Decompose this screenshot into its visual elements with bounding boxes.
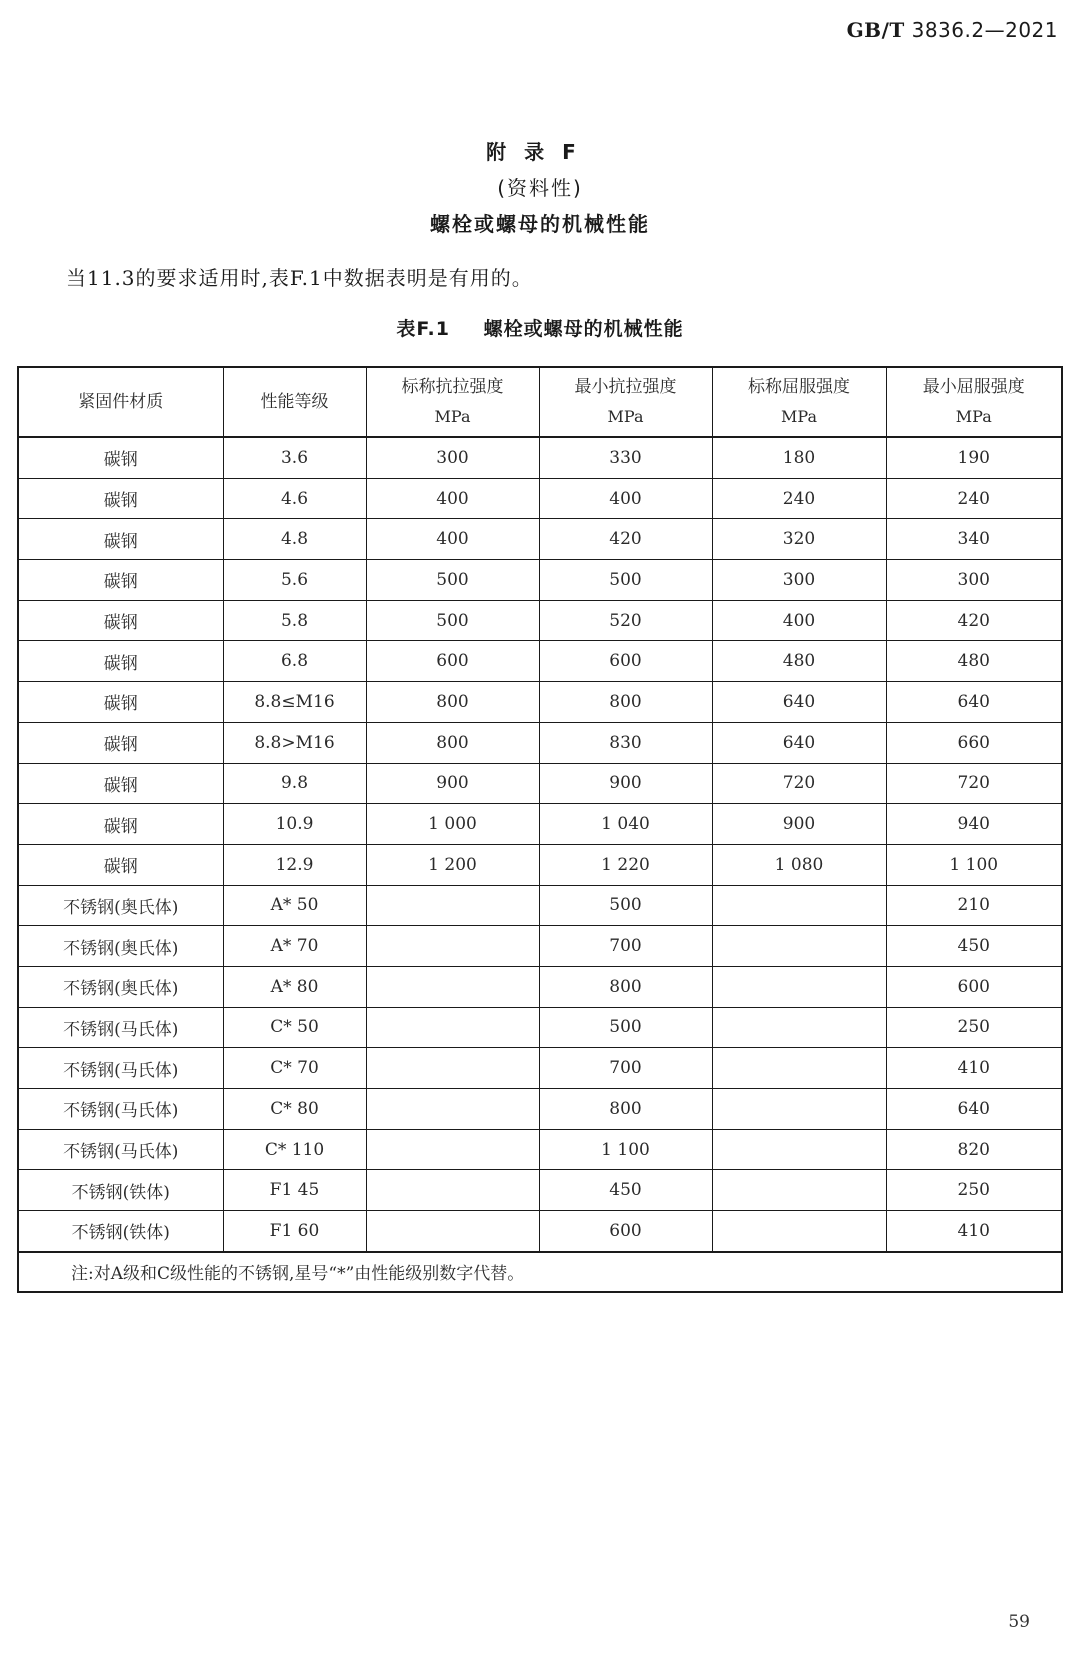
table-cell: 800 [539,966,712,1007]
table-cell: 碳钢 [18,519,223,560]
table-cell: 330 [539,437,712,478]
table-cell: 不锈钢(马氏体) [18,1007,223,1048]
table-cell: 不锈钢(铁体) [18,1170,223,1211]
header-unit: MPa [607,407,644,426]
table-cell: 700 [539,926,712,967]
table-row [18,1007,1062,1048]
table-cell: C* 70 [223,1048,366,1089]
header-cell [223,367,366,437]
table-cell [712,1007,886,1048]
header-label: 标称屈服强度 [748,377,850,397]
header-label: 标称抗拉强度 [401,377,504,397]
table-cell: 600 [539,641,712,682]
table-cell [712,1089,886,1130]
intro-paragraph: 当11.3的要求适用时,表F.1中数据表明是有用的。 [66,266,533,290]
table-cell: 600 [366,641,539,682]
table-cell: 320 [712,519,886,560]
table-cell: 640 [712,722,886,763]
header-unit: MPa [781,407,817,426]
header-unit: MPa [434,407,471,426]
table-cell [366,885,539,926]
table-note-row [18,1252,1062,1292]
table-cell: 800 [366,722,539,763]
table-cell: A* 50 [223,885,366,926]
table-cell: 6.8 [223,641,366,682]
table-row [18,682,1062,723]
table-cell: 碳钢 [18,804,223,845]
table-cell: 830 [539,722,712,763]
header-label: 性能等级 [260,391,329,412]
table-cell: 碳钢 [18,763,223,804]
table-cell: 碳钢 [18,844,223,885]
table-cell: 640 [886,682,1062,723]
table-cell: 720 [712,763,886,804]
table-cell: 10.9 [223,804,366,845]
table-cell: 不锈钢(马氏体) [18,1129,223,1170]
table-cell: 400 [366,519,539,560]
table-cell: 1 200 [366,844,539,885]
table-row [18,1211,1062,1252]
table-cell: 700 [539,1048,712,1089]
table-cell: 410 [886,1048,1062,1089]
table-cell: 1 080 [712,844,886,885]
table-cell: 500 [539,560,712,601]
table-cell: 900 [539,763,712,804]
table-cell: 8.8≤M16 [223,682,366,723]
standard-code [847,18,1058,42]
table-cell [712,1048,886,1089]
table-cell: 420 [539,519,712,560]
appendix-title: 附录F [486,140,594,164]
table-row [18,1170,1062,1211]
table-row [18,519,1062,560]
table-row [18,966,1062,1007]
table-cell: 480 [712,641,886,682]
table-caption-title: 螺栓或螺母的机械性能 [483,318,684,340]
table-cell: 不锈钢(铁体) [18,1211,223,1252]
table-cell: 400 [712,600,886,641]
table-cell: A* 70 [223,926,366,967]
table-cell: 240 [886,478,1062,519]
table-cell: 500 [366,560,539,601]
table-cell: C* 110 [223,1129,366,1170]
table-cell: C* 80 [223,1089,366,1130]
table-cell [712,926,886,967]
table-row [18,1089,1062,1130]
table-cell: 420 [886,600,1062,641]
table-cell: A* 80 [223,966,366,1007]
table-cell: F1 60 [223,1211,366,1252]
table-row [18,885,1062,926]
table-cell: 500 [539,1007,712,1048]
table-row [18,641,1062,682]
table-cell [712,1129,886,1170]
table-row [18,1048,1062,1089]
table-row [18,844,1062,885]
table-cell: 12.9 [223,844,366,885]
table-row [18,804,1062,845]
table-cell: 不锈钢(奥氏体) [18,926,223,967]
table-cell: 450 [886,926,1062,967]
table-cell: 600 [539,1211,712,1252]
table-cell: 3.6 [223,437,366,478]
table-cell: 5.8 [223,600,366,641]
table-cell: 450 [539,1170,712,1211]
table-cell: 1 000 [366,804,539,845]
table-cell: 碳钢 [18,682,223,723]
table-cell [366,1089,539,1130]
table-cell [366,1211,539,1252]
table-cell: 900 [712,804,886,845]
header-cell [539,367,712,437]
table-cell: 800 [539,682,712,723]
table-cell: F1 45 [223,1170,366,1211]
header-cell [366,367,539,437]
table-cell: 190 [886,437,1062,478]
table-row [18,560,1062,601]
table-row [18,722,1062,763]
table-cell: 1 100 [886,844,1062,885]
table-cell: 碳钢 [18,600,223,641]
table-cell: 400 [366,478,539,519]
table-cell: 480 [886,641,1062,682]
table-cell: 不锈钢(奥氏体) [18,885,223,926]
table-cell [366,926,539,967]
table-cell: 240 [712,478,886,519]
table-row [18,1129,1062,1170]
table-body [18,437,1062,1252]
table-cell [366,1007,539,1048]
table-cell: 180 [712,437,886,478]
header-cell [886,367,1062,437]
table-cell: 300 [886,560,1062,601]
table-cell: 720 [886,763,1062,804]
appendix-subject: 螺栓或螺母的机械性能 [430,212,650,236]
table-cell: 900 [366,763,539,804]
header-label: 最小抗拉强度 [574,377,677,397]
table-cell [366,1170,539,1211]
table-cell: 4.6 [223,478,366,519]
table-cell: 不锈钢(马氏体) [18,1089,223,1130]
table-cell [366,1048,539,1089]
standard-number: 3836.2—2021 [911,18,1058,42]
table-cell: 940 [886,804,1062,845]
header-label: 最小屈服强度 [922,377,1025,397]
table-cell [712,1211,886,1252]
table-cell: 340 [886,519,1062,560]
table-cell [712,966,886,1007]
table-cell [712,1170,886,1211]
header-label: 紧固件材质 [78,391,164,412]
table-cell [366,1129,539,1170]
table-cell: 800 [539,1089,712,1130]
table-cell: 520 [539,600,712,641]
table-cell: 不锈钢(马氏体) [18,1048,223,1089]
table-cell: 碳钢 [18,560,223,601]
table-row [18,600,1062,641]
table-cell: 640 [712,682,886,723]
table-cell: 9.8 [223,763,366,804]
table-cell: 碳钢 [18,437,223,478]
table-cell: 碳钢 [18,641,223,682]
table-cell: 210 [886,885,1062,926]
mechanical-properties-table [17,366,1063,1293]
table-caption [0,314,1080,341]
table-cell: 820 [886,1129,1062,1170]
standard-prefix: GB/T [846,18,905,42]
table-cell [366,966,539,1007]
header-cell [712,367,886,437]
table-cell: 500 [366,600,539,641]
table-cell: 300 [712,560,886,601]
table-cell: 410 [886,1211,1062,1252]
table-cell: 8.8>M16 [223,722,366,763]
table-cell: C* 50 [223,1007,366,1048]
table-caption-number: 表F.1 [396,318,450,340]
table-cell: 5.6 [223,560,366,601]
table-header-row [18,367,1062,437]
table-row [18,926,1062,967]
table-cell: 250 [886,1170,1062,1211]
table-cell: 660 [886,722,1062,763]
table-cell: 碳钢 [18,722,223,763]
table-cell: 300 [366,437,539,478]
table-row [18,763,1062,804]
table-cell: 400 [539,478,712,519]
table-cell: 500 [539,885,712,926]
table-cell: 640 [886,1089,1062,1130]
page-number: 59 [1008,1612,1030,1632]
table-row [18,478,1062,519]
table-cell: 不锈钢(奥氏体) [18,966,223,1007]
table-cell: 碳钢 [18,478,223,519]
header-unit: MPa [955,407,992,426]
table-cell: 4.8 [223,519,366,560]
table-cell: 1 040 [539,804,712,845]
table-cell: 250 [886,1007,1062,1048]
header-cell [18,367,223,437]
table-cell [712,885,886,926]
table-row [18,437,1062,478]
appendix-type: (资料性) [497,176,583,200]
table-note: 注:对A级和C级性能的不锈钢,星号“*”由性能级别数字代替。 [18,1252,1062,1292]
table-cell: 600 [886,966,1062,1007]
table-cell: 800 [366,682,539,723]
table-cell: 1 100 [539,1129,712,1170]
table-cell: 1 220 [539,844,712,885]
